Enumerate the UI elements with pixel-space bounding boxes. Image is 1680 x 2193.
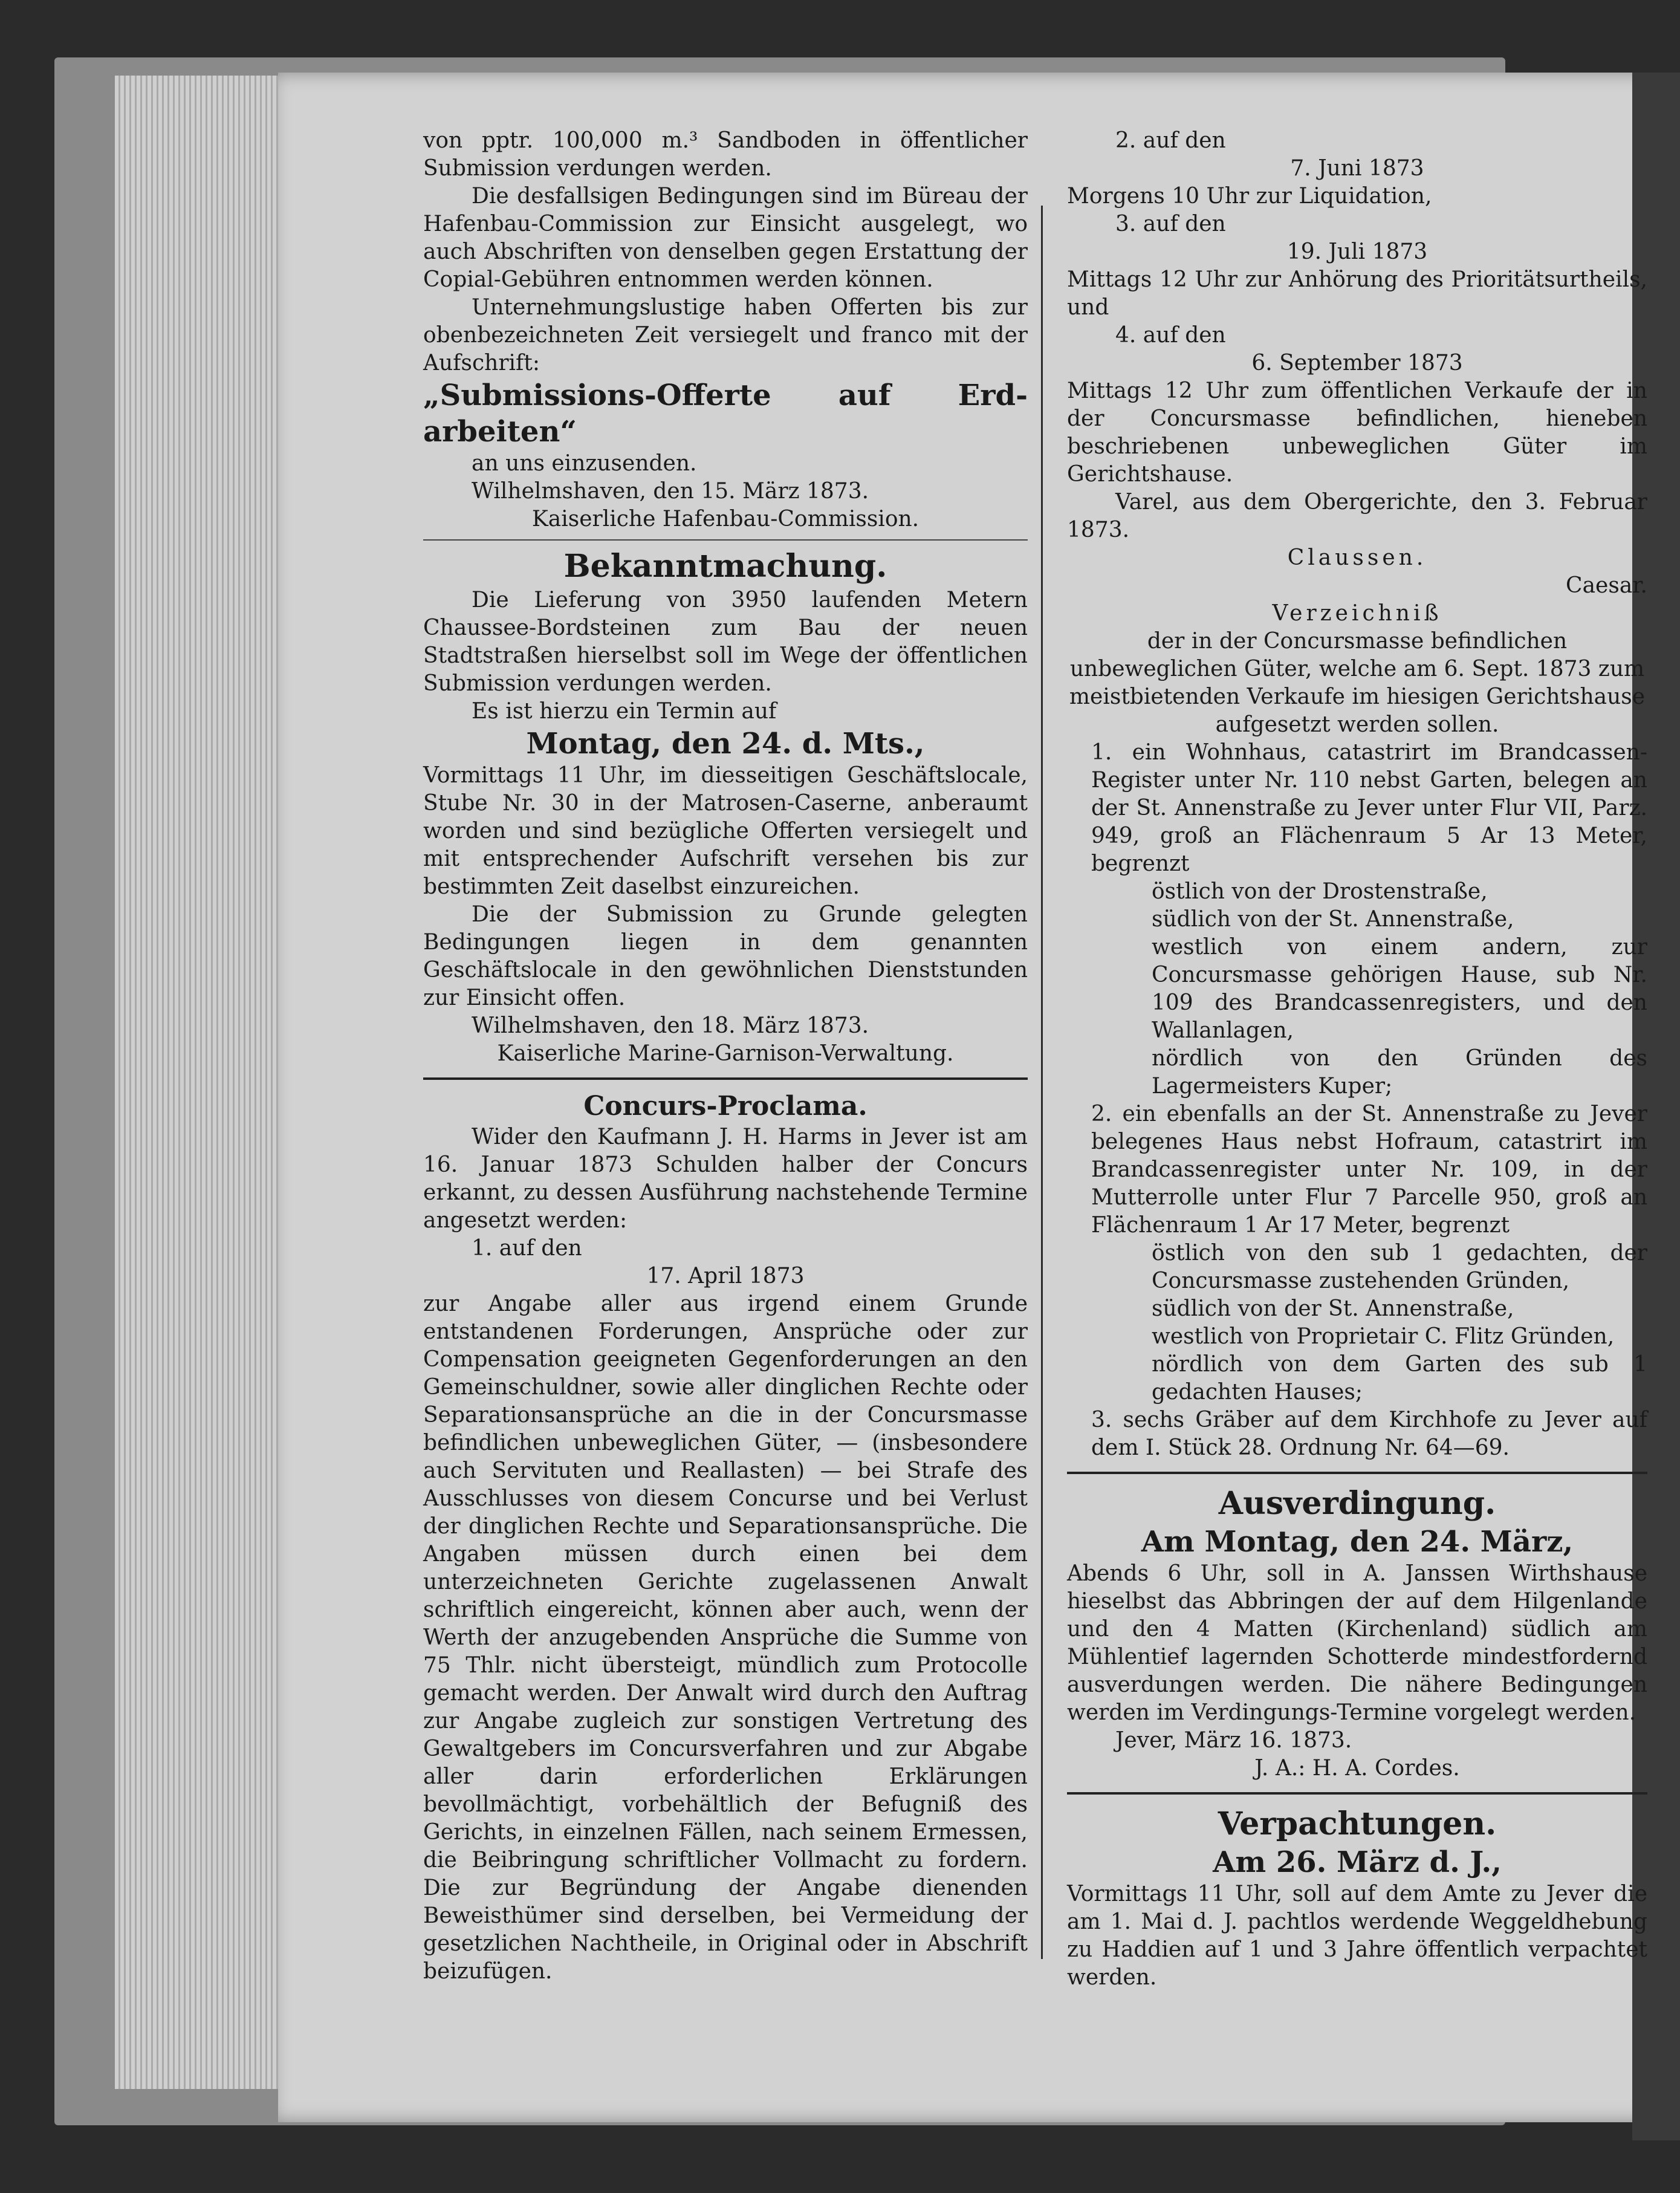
notice4-heading: Ausverdingung. [1218, 1485, 1496, 1522]
register-item-1-west: westlich von einem andern, zur Concursmasse gehörigen Hause, sub Nr. 109 des Brandcassenregisters, und den Wallanlagen, [1152, 935, 1647, 1043]
notice1-send: an uns einzusenden. [472, 451, 697, 476]
notice2-date: Wilhelmshaven, den 18. März 1873. [472, 1013, 869, 1038]
register-item-1-north: nördlich von den Gründen des Lagermeisters Kuper; [1152, 1046, 1647, 1099]
notice2-date-big: Montag, den 24. d. Mts., [526, 727, 925, 761]
notice3-term1: 1. auf den [472, 1236, 582, 1261]
notice3-heading: Concurs-Proclama. [583, 1091, 868, 1122]
signature-claussen: Claussen. [1287, 545, 1427, 570]
register-item-1-east: östlich von der Drostenstraße, [1152, 879, 1488, 904]
notice2-signature: Kaiserliche Marine-Garnison-Verwaltung. [497, 1041, 954, 1066]
term2-date: 7. Juni 1873 [1290, 156, 1424, 181]
register-heading: Verzeichniß [1272, 601, 1442, 626]
notice5-text: Vormittags 11 Uhr, soll auf dem Amte zu Jever die am 1. Mai d. J. pachtlos werdende Weggeldhebung zu Haddien auf 1 und 3 Jahre öffentlich verpachtet werden. [1067, 1882, 1647, 1990]
notice2-text: Die Lieferung von 3950 laufenden Metern Chaussee-Bordsteinen zum Bau der neuen Stadtstraßen hierselbst soll im Wege der öffentlichen Submission verdungen werden. [423, 588, 1028, 696]
left-column [423, 127, 1028, 1986]
notice5-heading: Verpachtungen. [1218, 1805, 1497, 1842]
notice1-text: von pptr. 100,000 m.³ Sandboden in öffentlicher Submission verdungen werden. [423, 128, 1028, 181]
notice3-body: zur Angabe aller aus irgend einem Grunde entstandenen Forderungen, Ansprüche oder zur Compensation geeigneten Gegenforderungen an den Gemeinschuldner, sowie aller dinglichen Rechte oder Separationsansprüche an die in der Concursmasse befindlichen unbeweglichen Güter, — (insbesondere auch Servituten und Reallasten) — bei Strafe des Ausschlusses von diesem Concurse und bei Verlust der dinglichen Rechte und Separationsansprüche. Die Angaben müssen durch einen bei dem unterzeichneten Gerichte zugelassenen Anwalt schriftlich eingereicht, können aber auch, wenn der Werth der anzugebenden Ansprüche die Summe von 75 Thlr. nicht übersteigt, mündlich zum Protocolle gemacht werden. Der Anwalt wird durch den Auftrag zur Angabe zugleich zur sonstigen Vertretung des Gewaltgebers im Concursverfahren und zur Abgabe aller darin erforderlichen Erklärungen bevollmächtigt, vorbehältlich der Befugniß des Gerichts, in einzelnen Fällen, nach seinem Ermessen, die Beibringung schriftlicher Vollmacht zu fordern. Die zur Begründung der Angabe dienenden Beweisthümer sind derselben, bei Vermeidung der gesetzlichen Nachtheile, in Original oder in Abschrift beizufügen. [423, 1291, 1028, 1984]
term2-text: Morgens 10 Uhr zur Liquidation, [1067, 184, 1432, 209]
register-item-2-east: östlich von den sub 1 gedachten, der Concursmasse zustehenden Gründen, [1152, 1241, 1647, 1293]
term4-text: Mittags 12 Uhr zum öffentlichen Verkaufe der in der Concursmasse befindlichen, hieneben beschriebenen unbeweglichen Güter im Gerichtshause. [1067, 378, 1647, 487]
column-divider [1041, 206, 1043, 1959]
notice2-details: Vormittags 11 Uhr, im diesseitigen Geschäftslocale, Stube Nr. 30 in der Matrosen-Caserne, anberaumt worden und sind bezügliche Offerten versiegelt und mit entsprechender Aufschrift versehen bis zur bestimmten Zeit daselbst einzureichen. [423, 763, 1028, 899]
register-item-3: 3. sechs Gräber auf dem Kirchhofe zu Jever auf dem I. Stück 28. Ordnung Nr. 64—69. [1091, 1408, 1647, 1460]
notice1-date: Wilhelmshaven, den 15. März 1873. [472, 479, 869, 504]
notice4-text: Abends 6 Uhr, soll in A. Janssen Wirthshause hieselbst das Abbringen der auf dem Hilgenlande und den 4 Matten (Kirchenland) südlich am Mühlentief lagernden Schotterde mindestfordernd ausverdungen werden. Die nähere Bedingungen werden im Verdingungs-Termine vorgelegt werden. [1067, 1561, 1647, 1725]
notice1-title: „Submissions-Offerte auf Erd-arbeiten“ [423, 378, 1028, 449]
notice2-conditions: Die der Submission zu Grunde gelegten Bedingungen liegen in dem genannten Geschäftslocale in den gewöhnlichen Dienststunden zur Einsicht offen. [423, 902, 1028, 1010]
separator [1067, 1472, 1647, 1474]
term3: 3. auf den [1115, 212, 1226, 236]
notice5-date-big: Am 26. März d. J., [1213, 1845, 1502, 1879]
register-item-2-west: westlich von Proprietair C. Flitz Gründen, [1152, 1324, 1615, 1349]
register-item-1: 1. ein Wohnhaus, catastrirt im Brandcassen-Register unter Nr. 110 nebst Garten, belegen an der St. Annenstraße zu Jever unter Flur VII, Parz. 949, groß an Flächenraum 5 Ar 13 Meter, begrenzt [1091, 740, 1647, 876]
court-date: Varel, aus dem Obergerichte, den 3. Februar 1873. [1067, 490, 1647, 542]
notice4-date: Jever, März 16. 1873. [1115, 1728, 1352, 1753]
separator [423, 539, 1028, 541]
register-item-2-south: südlich von der St. Annenstraße, [1152, 1296, 1514, 1321]
notice1-conditions: Die desfallsigen Bedingungen sind im Büreau der Hafenbau-Commission zur Einsicht ausgelegt, wo auch Abschriften von denselben gegen Erstattung der Copial-Gebühren entnommen werden können. [423, 184, 1028, 292]
term4: 4. auf den [1115, 323, 1226, 348]
notice2-termin: Es ist hierzu ein Termin auf [472, 699, 777, 724]
register-intro: der in der Concursmasse befindlichen unbeweglichen Güter, welche am 6. Sept. 1873 zum meistbietenden Verkaufe im hiesigen Gerichtshause aufgesetzt werden sollen. [1069, 629, 1646, 737]
notice4-signature: J. A.: H. A. Cordes. [1254, 1756, 1460, 1781]
notice3-term1-date: 17. April 1873 [646, 1264, 805, 1288]
separator [1067, 1792, 1647, 1795]
term2: 2. auf den [1115, 128, 1226, 153]
separator [423, 1077, 1028, 1080]
register-item-1-south: südlich von der St. Annenstraße, [1152, 907, 1514, 932]
signature-caesar: Caesar. [1566, 573, 1647, 598]
notice4-date-big: Am Montag, den 24. März, [1141, 1525, 1574, 1559]
notice1-signature: Kaiserliche Hafenbau-Commission. [531, 507, 919, 531]
notice2-heading: Bekanntmachung. [563, 548, 887, 585]
register-item-2: 2. ein ebenfalls an der St. Annenstraße zu Jever belegenes Haus nebst Hofraum, catastrirt im Brandcassenregister unter Nr. 109, in der Mutterrolle unter Flur 7 Parcelle 950, groß an Flächenraum 1 Ar 17 Meter, begrenzt [1091, 1102, 1647, 1238]
term4-date: 6. September 1873 [1251, 351, 1463, 375]
register-item-2-north: nördlich von dem Garten des sub 1 gedachten Hauses; [1152, 1352, 1647, 1405]
page-edges [115, 76, 296, 2089]
notice1-offers: Unternehmungslustige haben Offerten bis zur obenbezeichneten Zeit versiegelt und franco mit der Aufschrift: [423, 295, 1028, 375]
notice3-intro: Wider den Kaufmann J. H. Harms in Jever ist am 16. Januar 1873 Schulden halber der Concurs erkannt, zu dessen Ausführung nachstehende Termine angesetzt werden: [423, 1125, 1028, 1233]
term3-text: Mittags 12 Uhr zur Anhörung des Prioritätsurtheils, und [1067, 267, 1647, 320]
right-column [1067, 127, 1647, 1992]
term3-date: 19. Juli 1873 [1286, 239, 1428, 264]
